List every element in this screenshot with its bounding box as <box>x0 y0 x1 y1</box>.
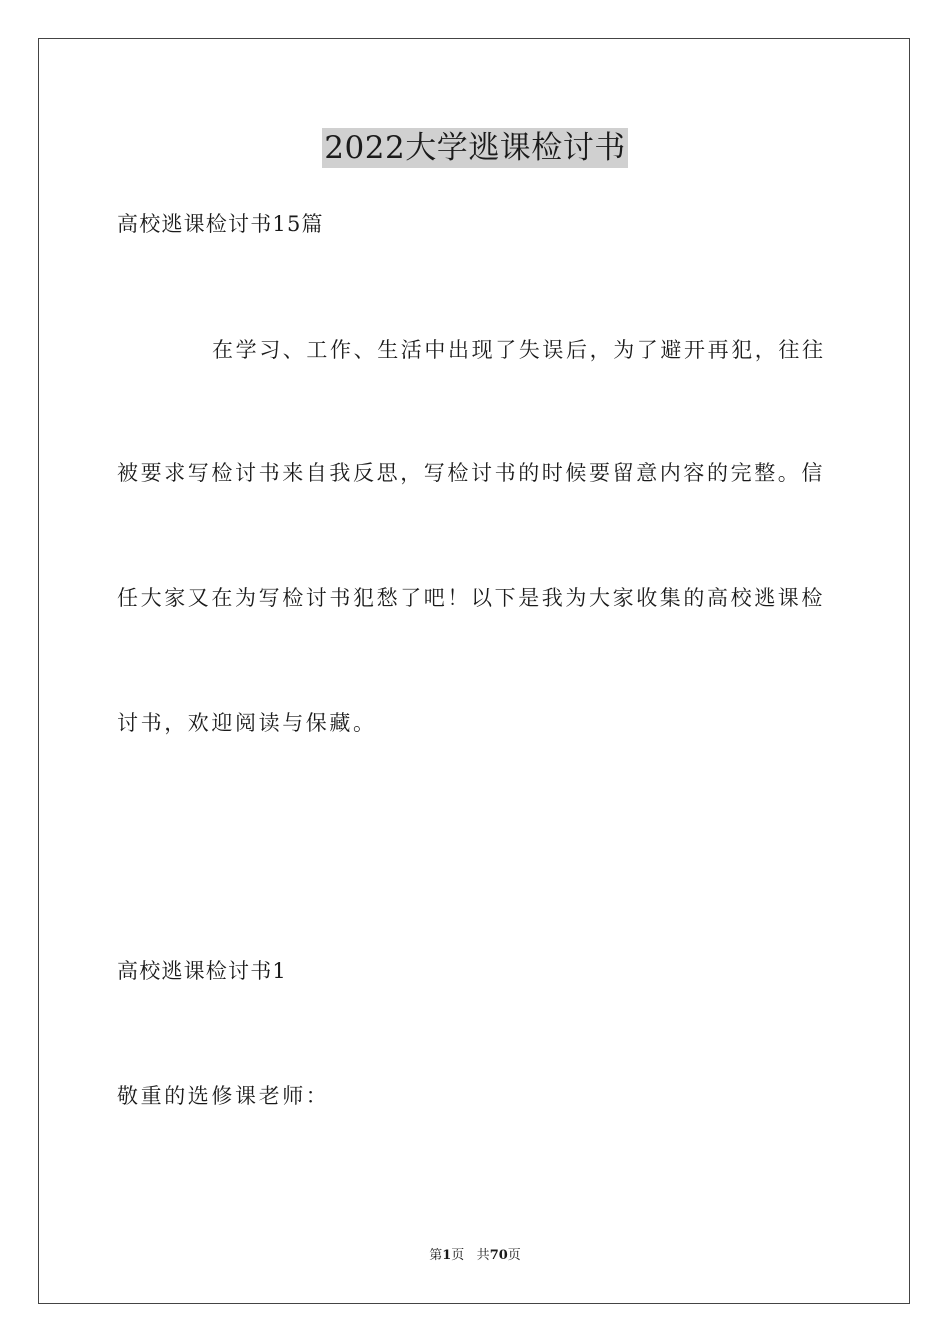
total-pages: 70 <box>489 1248 508 1263</box>
page-footer <box>0 1247 950 1265</box>
page-suffix: 页 <box>451 1248 465 1263</box>
section-heading: 高校逃课检讨书1 <box>117 959 287 983</box>
intro-line-2: 被要求写检讨书来自我反思，写检讨书的时候要留意内容的完整。信 <box>117 461 825 485</box>
total-suffix: 页 <box>507 1248 521 1263</box>
title-container <box>0 128 950 168</box>
document-title: 2022大学逃课检讨书 <box>324 130 626 166</box>
intro-line-3: 任大家又在为写检讨书犯愁了吧！以下是我为大家收集的高校逃课检 <box>117 586 825 610</box>
document-subtitle: 高校逃课检讨书15篇 <box>117 212 324 236</box>
intro-line-4: 讨书，欢迎阅读与保藏。 <box>117 711 377 735</box>
intro-line-1: 在学习、工作、生活中出现了失误后，为了避开再犯，往往 <box>212 338 826 362</box>
total-prefix: 共 <box>476 1248 490 1263</box>
salutation: 敬重的选修课老师： <box>117 1084 330 1108</box>
page-number: 1 <box>442 1248 452 1263</box>
page-prefix: 第 <box>429 1248 443 1263</box>
